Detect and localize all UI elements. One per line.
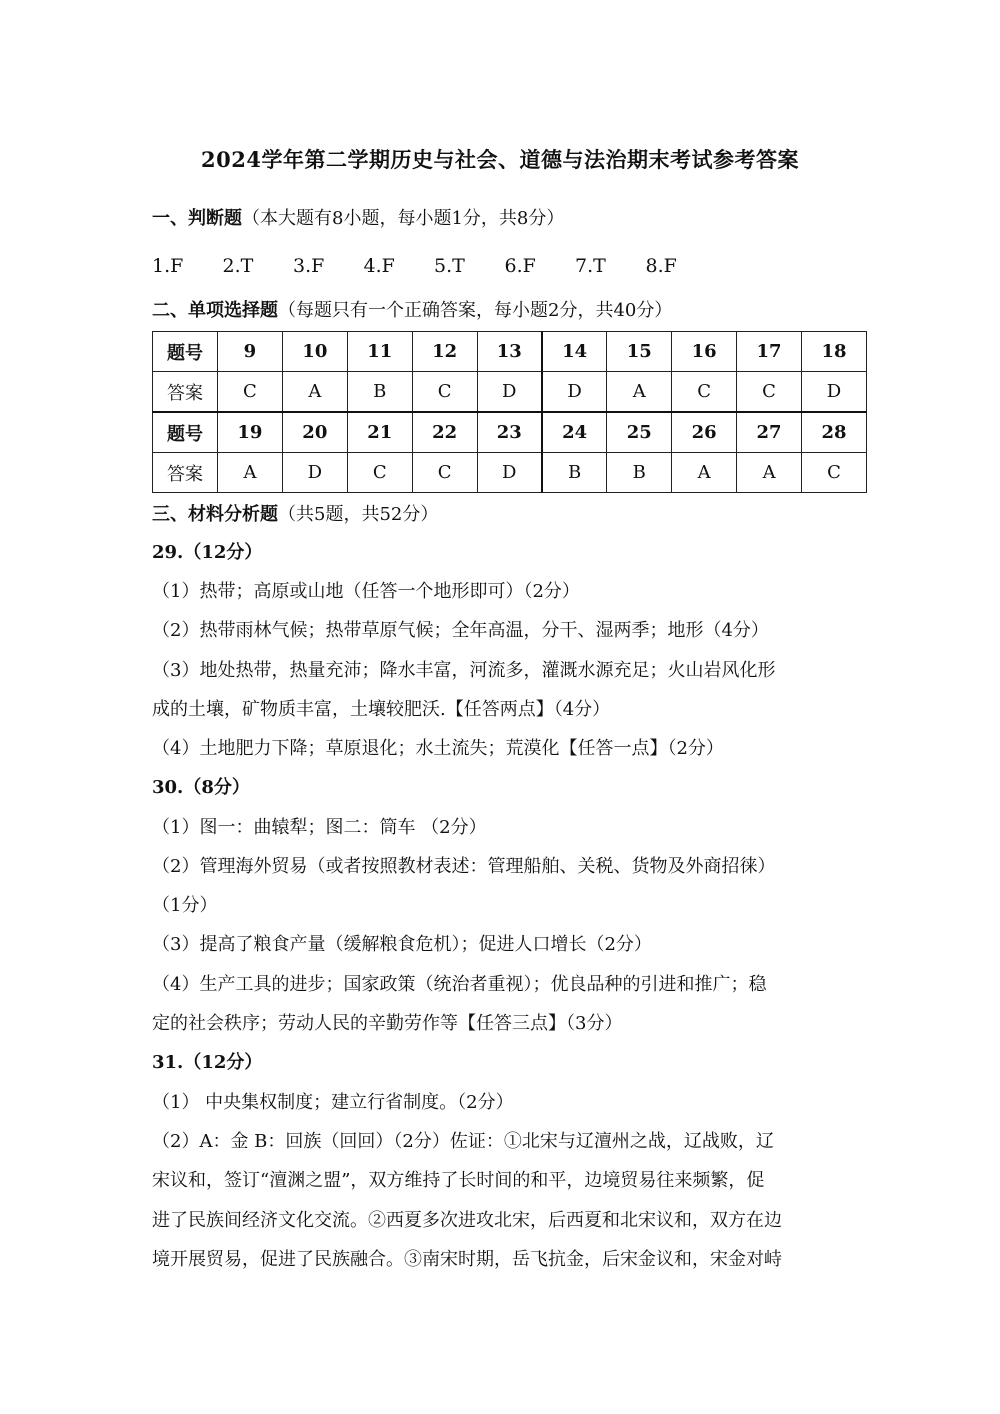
- q29-answer-1: （1）热带；高原或山地（任答一个地形即可）（2分）: [152, 581, 580, 602]
- choice-answer-table: [152, 331, 867, 493]
- q31-heading: 31.（12分）: [152, 1052, 263, 1073]
- question-number: 28: [802, 412, 867, 453]
- q30-answer-4a: （4）生产工具的进步；国家政策（统治者重视）；优良品种的引进和推广；稳: [152, 974, 767, 995]
- tf-answer: 6.F: [504, 255, 536, 277]
- answer-cell: A: [607, 372, 672, 413]
- q30-answer-2a: （2）管理海外贸易（或者按照教材表述：管理船舶、关税、货物及外商招徕）: [152, 856, 776, 877]
- answer-cell: A: [218, 453, 283, 493]
- tf-answer: 2.T: [222, 255, 254, 277]
- question-number: 19: [218, 412, 283, 453]
- question-number: 10: [282, 332, 347, 372]
- q29-heading: 29.（12分）: [152, 542, 263, 563]
- section3-heading-line: [152, 503, 852, 527]
- answer-cell: C: [672, 372, 737, 413]
- answer-cell: B: [542, 453, 607, 493]
- row-label-answer: 答案: [153, 372, 218, 413]
- question-number: 24: [542, 412, 607, 453]
- tf-answer: 4.F: [363, 255, 395, 277]
- answer-cell: A: [737, 453, 802, 493]
- question-number: 11: [347, 332, 412, 372]
- answer-cell: D: [282, 453, 347, 493]
- section2-note: （每题只有一个正确答案，每小题2分，共40分）: [278, 300, 673, 321]
- table-row: [153, 453, 867, 493]
- answer-cell: A: [672, 453, 737, 493]
- question-number: 22: [412, 412, 477, 453]
- question-number: 20: [282, 412, 347, 453]
- q29-answer-3a: （3）地处热带，热量充沛；降水丰富，河流多，灌溉水源充足；火山岩风化形: [152, 660, 776, 681]
- q31-answer-2d: 境开展贸易，促进了民族融合。③南宋时期，岳飞抗金，后宋金议和，宋金对峙: [152, 1249, 782, 1270]
- answer-cell: C: [412, 372, 477, 413]
- answer-cell: D: [542, 372, 607, 413]
- answer-cell: A: [282, 372, 347, 413]
- section2-heading-line: [152, 299, 852, 323]
- question-number: 9: [218, 332, 283, 372]
- q30-answer-4b: 定的社会秩序；劳动人民的辛勤劳作等【任答三点】（3分）: [152, 1013, 623, 1034]
- question-number: 27: [737, 412, 802, 453]
- q29-answer-3b: 成的土壤，矿物质丰富，土壤较肥沃.【任答两点】（4分）: [152, 699, 611, 720]
- section2-heading: 二、单项选择题: [152, 300, 278, 321]
- question-number: 25: [607, 412, 672, 453]
- table-row: [153, 412, 867, 453]
- q30-heading: 30.（8分）: [152, 777, 250, 798]
- answer-cell: C: [802, 453, 867, 493]
- tf-answer: 3.F: [293, 255, 325, 277]
- answer-cell: D: [802, 372, 867, 413]
- question-number: 12: [412, 332, 477, 372]
- tf-answer: 8.F: [645, 255, 677, 277]
- answer-cell: C: [737, 372, 802, 413]
- table-row: [153, 372, 867, 413]
- page-title: 2024学年第二学期历史与社会、道德与法治期末考试参考答案: [201, 147, 799, 172]
- table-row: [153, 332, 867, 372]
- answer-cell: C: [347, 453, 412, 493]
- q29-answer-2: （2）热带雨林气候；热带草原气候；全年高温，分干、湿两季；地形（4分）: [152, 620, 769, 641]
- tf-answers-row: [152, 254, 852, 278]
- q31-answer-2c: 进了民族间经济文化交流。②西夏多次进攻北宋，后西夏和北宋议和，双方在边: [152, 1210, 782, 1231]
- row-label-answer: 答案: [153, 453, 218, 493]
- section3-note: （共5题，共52分）: [278, 504, 439, 525]
- answer-cell: B: [347, 372, 412, 413]
- tf-answer: 1.F: [152, 255, 184, 277]
- question-number: 18: [802, 332, 867, 372]
- q31-answer-2b: 宋议和，签订“澶渊之盟”，双方维持了长时间的和平，边境贸易往来频繁，促: [152, 1170, 765, 1191]
- question-number: 16: [672, 332, 737, 372]
- q31-answer-2a: （2）A：金 B：回族（回回）（2分）佐证：①北宋与辽澶州之战，辽战败，辽: [152, 1131, 774, 1152]
- tf-answer: 7.T: [575, 255, 606, 277]
- q30-answer-1: （1）图一：曲辕犁；图二：筒车 （2分）: [152, 817, 487, 838]
- row-label-number: 题号: [153, 332, 218, 372]
- section3-heading: 三、材料分析题: [152, 504, 278, 525]
- q30-answer-2b: （1分）: [152, 895, 218, 916]
- question-number: 23: [477, 412, 542, 453]
- answer-cell: B: [607, 453, 672, 493]
- question-number: 14: [542, 332, 607, 372]
- answer-cell: C: [412, 453, 477, 493]
- q31-answer-1: （1） 中央集权制度；建立行省制度。（2分）: [152, 1092, 514, 1113]
- question-number: 17: [737, 332, 802, 372]
- question-number: 26: [672, 412, 737, 453]
- answer-cell: D: [477, 453, 542, 493]
- question-number: 15: [607, 332, 672, 372]
- section1-heading-line: [152, 207, 852, 231]
- q30-answer-3: （3）提高了粮食产量（缓解粮食危机）；促进人口增长（2分）: [152, 934, 652, 955]
- question-number: 13: [477, 332, 542, 372]
- section1-note: （本大题有8小题，每小题1分，共8分）: [242, 208, 565, 229]
- section1-heading: 一、判断题: [152, 208, 242, 229]
- q29-answer-4: （4）土地肥力下降；草原退化；水土流失；荒漠化【任答一点】（2分）: [152, 738, 724, 759]
- answer-cell: D: [477, 372, 542, 413]
- row-label-number: 题号: [153, 412, 218, 453]
- answer-cell: C: [218, 372, 283, 413]
- tf-answer: 5.T: [434, 255, 465, 277]
- question-number: 21: [347, 412, 412, 453]
